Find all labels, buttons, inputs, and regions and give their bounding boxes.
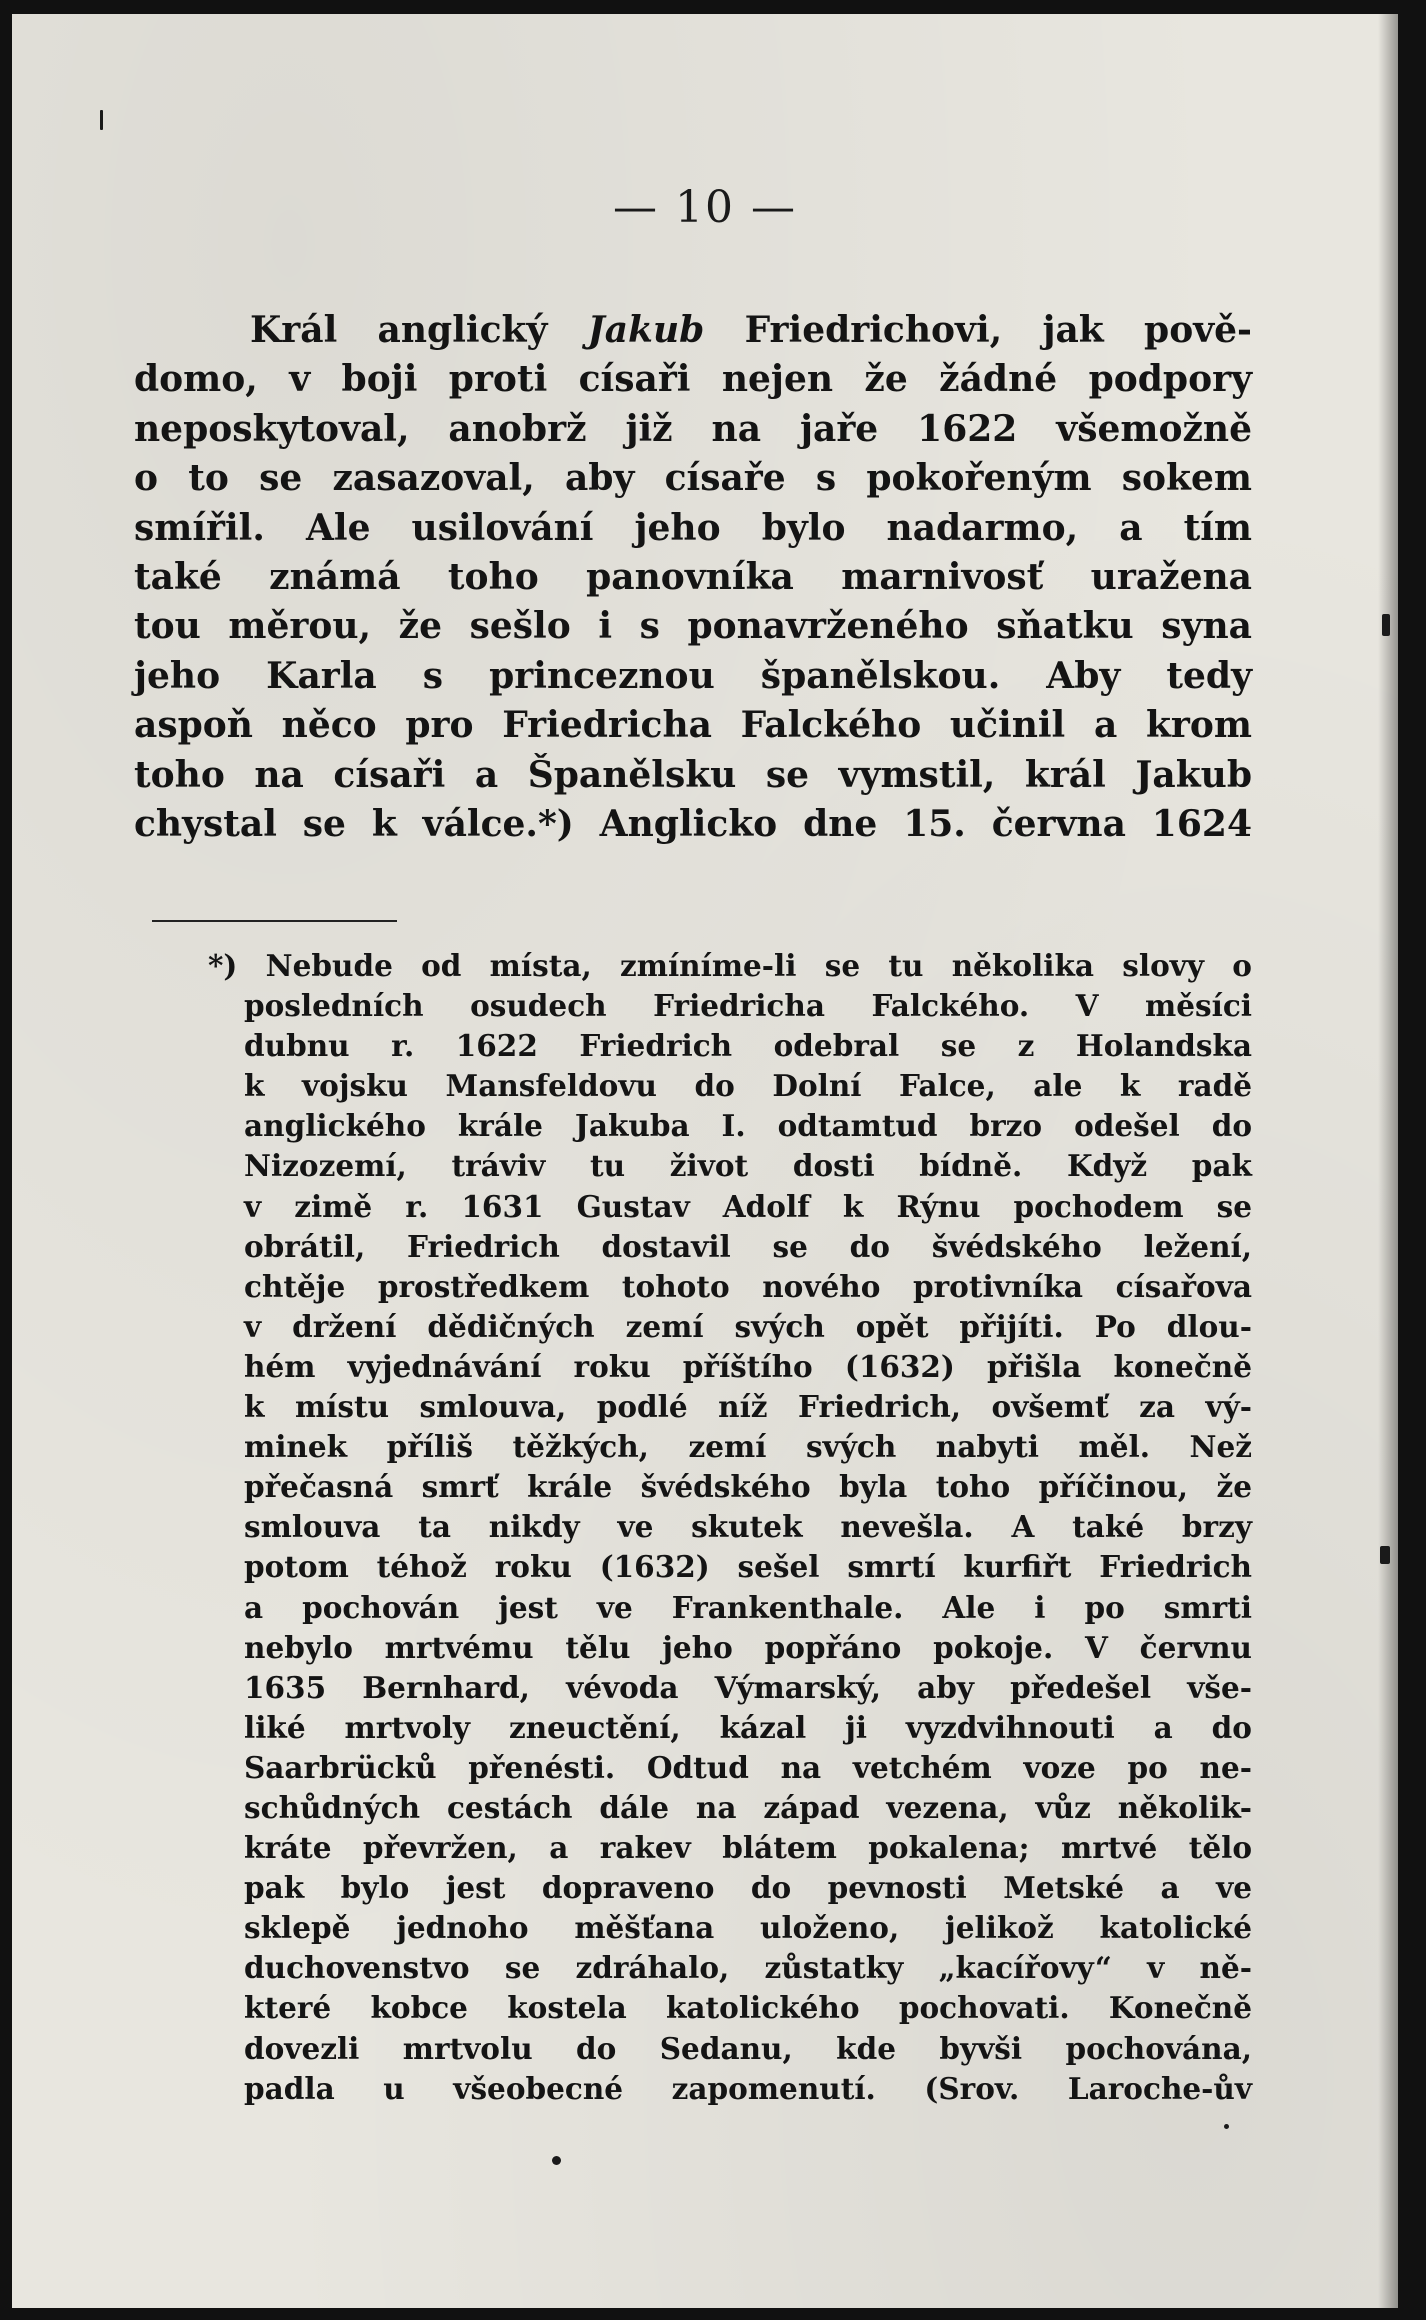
footnote-line: duchovenstvo se zdráhalo, zůstatky „kacířovy“ v ně- [244,1950,1252,1986]
footnote-line: přečasná smrť krále švédského byla toho příčinou, že [244,1469,1252,1505]
scan-speck [1224,2124,1229,2129]
footnote-line: padla u všeobecné zapomenutí. (Srov. Laroche-ův [244,2070,1252,2106]
footnote-line: kráte převržen, a rakev blátem pokalena; mrtvé tělo [244,1830,1252,1866]
footnote-line: které kobce kostela katolického pochovati. Konečně [244,1990,1252,2026]
main-paragraph [134,306,1252,849]
footnote-line: Saarbrücků přenésti. Odtud na vetchém voze po ne- [244,1749,1252,1785]
footnote-line: obrátil, Friedrich dostavil se do švédského ležení, [244,1228,1252,1264]
text-line: Král anglický Jakub Friedrichovi, jak pově- [250,309,1252,351]
footnote-line: sklepě jednoho měšťana uloženo, jelikož katolické [244,1910,1252,1946]
footnote [208,946,1252,2109]
text-line: domo, v boji proti císaři nejen že žádné podpory [134,358,1252,401]
footnote-line: Nizozemí, tráviv tu život dosti bídně. Když pak [244,1148,1252,1184]
text-line: tou měrou, že sešlo i s ponavrženého sňatku syna [134,605,1252,648]
footnote-line: schůdných cestách dále na západ vezena, vůz několik- [244,1789,1252,1825]
footnote-divider [152,920,397,922]
page-number: — 10 — [613,182,797,233]
text-line: smířil. Ale usilování jeho bylo nadarmo, a tím [134,506,1252,549]
scan-speck [1382,614,1390,636]
footnote-line: minek příliš těžkých, zemí svých nabyti měl. Než [244,1429,1252,1465]
scanned-page [12,14,1398,2308]
footnote-line: k místu smlouva, podlé níž Friedrich, ovšemť za vý- [244,1389,1252,1425]
text-line: o to se zasazoval, aby císaře s pokořeným sokem [134,457,1252,500]
footnote-line: nebylo mrtvému tělu jeho popřáno pokoje. V červnu [244,1629,1252,1665]
footnote-line: a pochován jest ve Frankenthale. Ale i po smrti [244,1589,1252,1625]
footnote-line: dubnu r. 1622 Friedrich odebral se z Holandska [244,1028,1252,1064]
footnote-line: potom téhož roku (1632) sešel smrtí kurfiřt Friedrich [244,1549,1252,1585]
footnote-line: chtěje prostředkem tohoto nového protivníka císařova [244,1268,1252,1304]
text-line: toho na císaři a Španělsku se vymstil, král Jakub [134,753,1252,796]
text-line: také známá toho panovníka marnivosť uražena [134,556,1252,599]
text-line: chystal se k válce.*) Anglicko dne 15. června 1624 [134,803,1252,846]
footnote-line: v držení dědičných zemí svých opět přijíti. Po dlou- [244,1308,1252,1344]
footnote-line: 1635 Bernhard, vévoda Výmarský, aby předešel vše- [244,1669,1252,1705]
footnote-line: v zimě r. 1631 Gustav Adolf k Rýnu pochodem se [244,1188,1252,1224]
footnote-line: dovezli mrtvolu do Sedanu, kde byvši pochována, [244,2030,1252,2066]
footnote-line: pak bylo jest dopraveno do pevnosti Metské a ve [244,1870,1252,1906]
text-line: jeho Karla s princeznou španělskou. Aby tedy [134,654,1252,697]
scan-speck [552,2156,561,2165]
text-line: aspoň něco pro Friedricha Falckého učinil a krom [134,704,1252,747]
footnote-line: k vojsku Mansfeldovu do Dolní Falce, ale k radě [244,1068,1252,1104]
footnote-line: liké mrtvoly zneuctění, kázal ji vyzdvihnouti a do [244,1709,1252,1745]
scan-speck [100,110,103,130]
footnote-line: hém vyjednávání roku příštího (1632) přišla konečně [244,1348,1252,1384]
page-edge-shadow [1378,14,1398,2308]
text-line: neposkytoval, anobrž již na jaře 1622 všemožně [134,407,1252,450]
footnote-line: *) Nebude od místa, zmíníme-li se tu několika slovy o [208,948,1252,983]
scan-speck [1380,1546,1390,1564]
footnote-line: smlouva ta nikdy ve skutek nevešla. A také brzy [244,1509,1252,1545]
footnote-line: anglického krále Jakuba I. odtamtud brzo odešel do [244,1108,1252,1144]
footnote-line: posledních osudech Friedricha Falckého. V měsíci [244,988,1252,1024]
